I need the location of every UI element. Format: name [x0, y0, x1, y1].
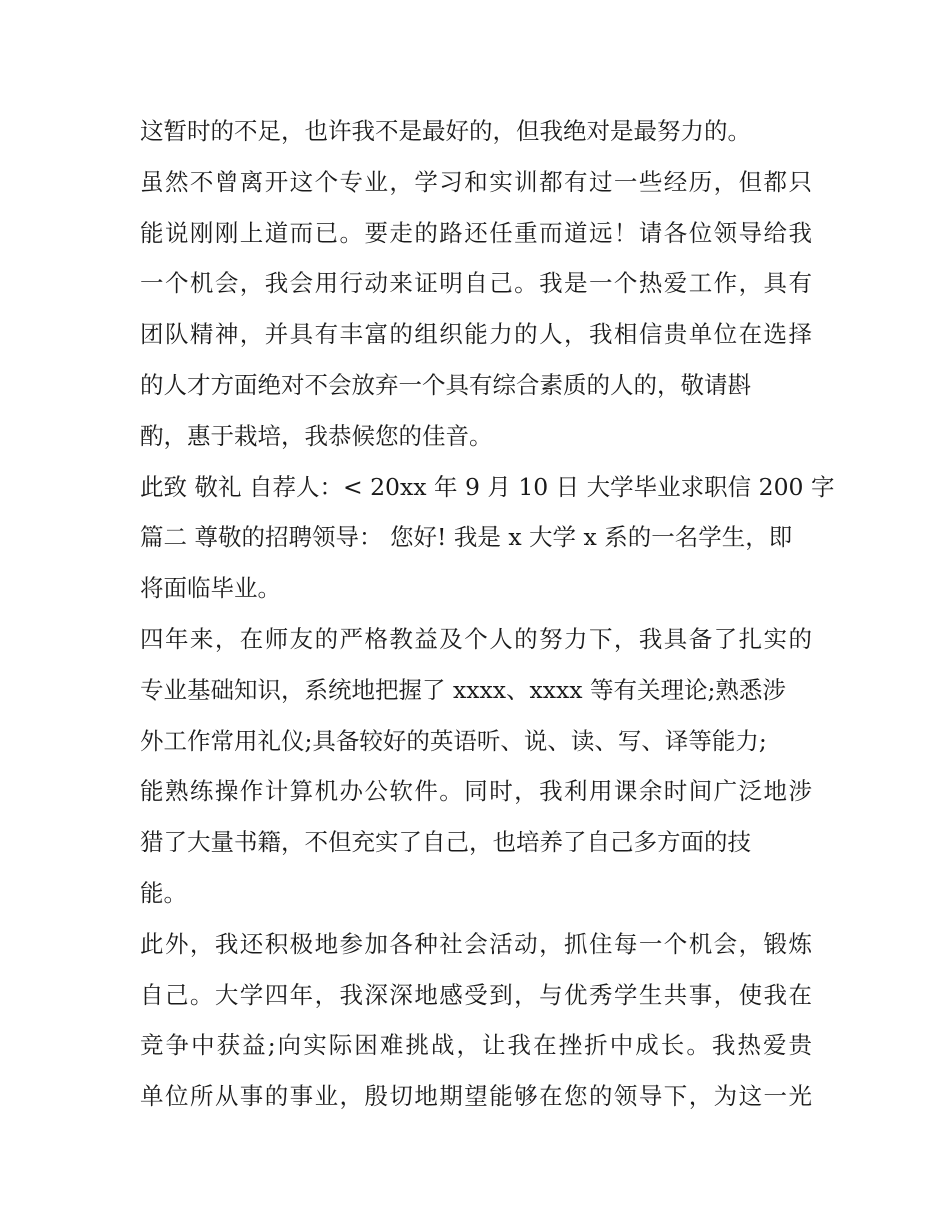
text-line: 能说刚刚上道而已。要走的路还任重而道远！请各位领导给我 [140, 218, 812, 247]
text-line: 竞争中获益;向实际困难挑战，让我在挫折中成长。我热爱贵 [140, 1031, 812, 1060]
text-line: 篇二 尊敬的招聘领导： 您好! 我是 x 大学 x 系的一名学生，即 [140, 523, 793, 552]
text-line: 的人才方面绝对不会放弃一个具有综合素质的人的，敬请斟 [140, 370, 751, 399]
text-line: 能。 [140, 878, 187, 907]
text-line: 专业基础知识，系统地把握了 xxxx、xxxx 等有关理论;熟悉涉 [140, 675, 786, 704]
text-line: 这暂时的不足，也许我不是最好的，但我绝对是最努力的。 [140, 117, 751, 145]
text-line: 四年来，在师友的严格教益及个人的努力下，我具备了扎实的 [140, 624, 812, 653]
text-line: 此致 敬礼 自荐人：< 20xx 年 9 月 10 日 大学毕业求职信 200 字 [140, 472, 835, 501]
document-body [140, 106, 835, 1122]
text-line: 一个机会，我会用行动来证明自己。我是一个热爱工作，具有 [140, 269, 812, 298]
text-line: 外工作常用礼仪;具备较好的英语听、说、读、写、译等能力; [140, 726, 767, 755]
text-line: 猎了大量书籍，不但充实了自己，也培养了自己多方面的技 [140, 828, 751, 857]
text-line: 酌，惠于栽培，我恭候您的佳音。 [140, 421, 493, 450]
text-line: 团队精神，并具有丰富的组织能力的人，我相信贵单位在选择 [140, 320, 812, 349]
text-line: 能熟练操作计算机办公软件。同时，我利用课余时间广泛地涉 [140, 777, 812, 806]
text-line: 虽然不曾离开这个专业，学习和实训都有过一些经历，但都只 [140, 167, 812, 196]
text-line: 此外，我还积极地参加各种社会活动，抓住每一个机会，锻炼 [140, 929, 812, 958]
text-line: 自己。大学四年，我深深地感受到，与优秀学生共事，使我在 [140, 980, 812, 1009]
text-line: 单位所从事的事业，殷切地期望能够在您的领导下，为这一光 [140, 1082, 812, 1111]
text-line: 将面临毕业。 [140, 574, 281, 603]
